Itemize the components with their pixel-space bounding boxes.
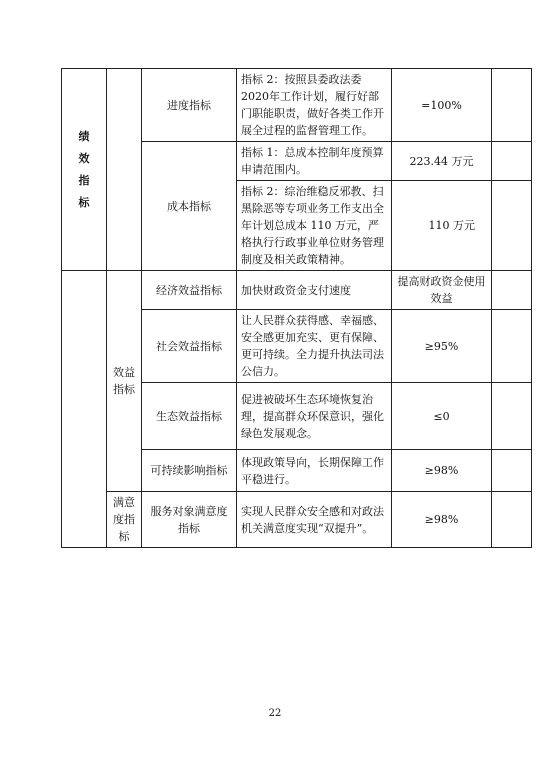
performance-indicator-table xyxy=(61,68,532,548)
label-char: 指 xyxy=(78,173,90,187)
empty-cell xyxy=(492,383,532,450)
indicator-value: ≤0 xyxy=(392,383,492,450)
empty-cell xyxy=(492,142,532,181)
indicator-value: 提高财政资金使用效益 xyxy=(392,271,492,310)
indicator-description: 促进被破坏生态环境恢复治理，提高群众环保意识，强化绿色发展观念。 xyxy=(237,383,392,450)
indicator-name: 经济效益指标 xyxy=(142,271,237,310)
indicator-name: 进度指标 xyxy=(142,69,237,142)
indicator-value: 223.44 万元 xyxy=(392,142,492,181)
performance-indicator-label xyxy=(62,69,107,271)
empty-cell xyxy=(492,492,532,548)
indicator-value: =100% xyxy=(392,69,492,142)
label-char: 效 xyxy=(78,151,90,165)
indicator-name: 生态效益指标 xyxy=(142,383,237,450)
indicator-name: 服务对象满意度指标 xyxy=(142,492,237,548)
indicator-value: ≥98% xyxy=(392,450,492,492)
indicator-value: ≥98% xyxy=(392,492,492,548)
table-row xyxy=(62,69,532,142)
indicator-description: 加快财政资金支付速度 xyxy=(237,271,392,310)
label-char: 绩 xyxy=(78,129,90,143)
indicator-value: ≥95% xyxy=(392,310,492,383)
empty-cell xyxy=(492,69,532,142)
indicator-description: 指标 1：总成本控制年度预算申请范围内。 xyxy=(237,142,392,181)
empty-cell xyxy=(492,450,532,492)
output-group-cell xyxy=(107,69,142,271)
indicator-name: 社会效益指标 xyxy=(142,310,237,383)
indicator-description: 指标 2：按照县委政法委 2020年工作计划，履行好部门职能职责，做好各类工作开展全过程的监督管理工作。 xyxy=(237,69,392,142)
benefit-group-label: 效益指标 xyxy=(107,271,142,492)
empty-cell xyxy=(492,271,532,310)
indicator-description: 指标 2：综治维稳反邪教、扫黑除恶等专项业务工作支出全年计划总成本 110 万元，严格执行行政事业单位财务管理制度及相关政策精神。 xyxy=(237,181,392,271)
table-row xyxy=(62,492,532,548)
empty-cell xyxy=(492,310,532,383)
indicator-description: 实现人民群众安全感和对政法机关满意度实现“双提升”。 xyxy=(237,492,392,548)
page-number: 22 xyxy=(268,708,282,719)
indicator-description: 体现政策导向，长期保障工作平稳进行。 xyxy=(237,450,392,492)
indicator-description: 让人民群众获得感、幸福感、安全感更加充实、更有保障、更可持续。全力提升执法司法公信力。 xyxy=(237,310,392,383)
label-char: 标 xyxy=(78,195,90,209)
indicator-name: 成本指标 xyxy=(142,142,237,271)
indicator-value: 110 万元 xyxy=(392,181,492,271)
table-row xyxy=(62,271,532,310)
empty-cell xyxy=(62,271,107,548)
empty-cell xyxy=(492,181,532,271)
indicator-name: 可持续影响指标 xyxy=(142,450,237,492)
satisfaction-group-label: 满意度指标 xyxy=(107,492,142,548)
